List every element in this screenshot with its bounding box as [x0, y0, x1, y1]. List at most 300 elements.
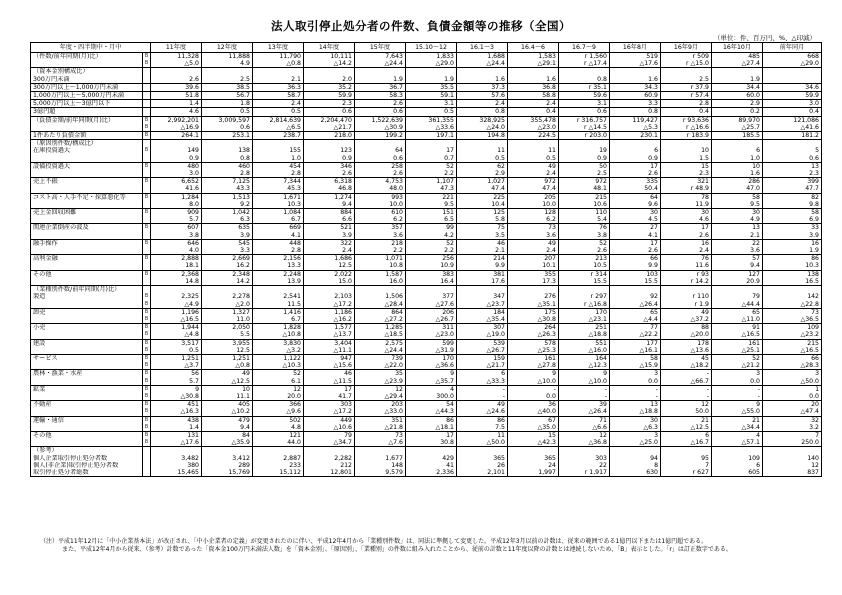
table-cell: 1,506 [355, 293, 406, 300]
table-cell: △27.2 [355, 316, 406, 324]
table-cell: 346 [304, 162, 355, 170]
row-label: 個人(非企業)取引停止処分者数 [31, 462, 143, 469]
table-cell: 1,944 [151, 324, 202, 332]
table-cell: 3.9 [202, 232, 253, 240]
table-cell: 0.0 [508, 393, 559, 401]
table-cell: 3.6 [508, 232, 559, 240]
table-cell: 2.4 [253, 100, 304, 108]
table-cell: 151 [406, 209, 457, 217]
table-cell: 214 [457, 255, 508, 263]
table-cell: 148 [355, 462, 406, 469]
table-cell: - [712, 385, 763, 393]
table-cell: 11.5 [253, 301, 304, 309]
row-label: 300万円未満 [31, 76, 143, 84]
table-cell: 36 [508, 401, 559, 409]
table-cell: 15.5 [610, 278, 661, 286]
table-cell: △26.3 [508, 331, 559, 339]
table-cell: 2.4 [508, 247, 559, 255]
table-row [31, 162, 822, 170]
table-row [31, 116, 822, 124]
table-cell [457, 447, 508, 455]
table-cell: 64 [610, 193, 661, 201]
row-label [31, 439, 143, 447]
table-cell: 366 [253, 401, 304, 409]
table-cell: 0.4 [661, 108, 712, 116]
table-cell [712, 140, 763, 148]
table-cell: 1,084 [253, 209, 304, 217]
table-cell: 2.4 [508, 100, 559, 108]
table-cell: 9.8 [763, 201, 822, 209]
table-cell: 1,122 [253, 354, 304, 362]
table-cell: 1,688 [457, 53, 508, 61]
column-header: 15年度 [355, 43, 406, 53]
row-label: 高利金融 [31, 255, 143, 263]
table-cell: 0.7 [406, 155, 457, 163]
table-row [31, 178, 822, 186]
table-cell: 993 [355, 193, 406, 201]
table-cell: △55.0 [712, 408, 763, 416]
table-cell: 15.0 [304, 278, 355, 286]
break-marker: B [143, 60, 151, 68]
table-cell [763, 286, 822, 294]
break-marker: B [143, 162, 151, 170]
table-cell: △24.4 [457, 60, 508, 68]
table-cell: △17.6 [610, 60, 661, 68]
table-cell: r △16.6 [661, 124, 712, 132]
table-cell: △33.6 [406, 124, 457, 132]
table-cell: △50.0 [763, 378, 822, 386]
table-cell: 0.0 [763, 393, 822, 401]
row-label: 卸売 [31, 308, 143, 316]
table-cell: 30 [610, 416, 661, 424]
table-cell: 37.3 [457, 83, 508, 91]
table-cell: 9.9 [457, 262, 508, 270]
table-cell: 46 [457, 239, 508, 247]
table-cell: 11.0 [202, 316, 253, 324]
table-cell: 539 [457, 339, 508, 347]
table-cell: 11.9 [661, 201, 712, 209]
break-marker: B [143, 408, 151, 416]
table-cell: 60.9 [610, 92, 661, 100]
table-cell: 21 [661, 416, 712, 424]
table-cell: 138 [202, 147, 253, 154]
column-header: 16年9月 [661, 43, 712, 53]
table-cell [457, 140, 508, 148]
table-cell [355, 447, 406, 455]
table-cell: △15.6 [304, 362, 355, 370]
table-cell: △44.3 [406, 408, 457, 416]
row-label: 売上金回収困難 [31, 209, 143, 217]
table-cell: 2.3 [763, 170, 822, 178]
table-cell: r 297 [559, 293, 610, 300]
table-cell: - [661, 393, 712, 401]
table-cell: 84 [202, 431, 253, 439]
table-cell: 47.3 [406, 185, 457, 193]
table-cell: 5.8 [457, 216, 508, 224]
table-cell [610, 68, 661, 76]
table-cell: 864 [355, 308, 406, 316]
table-cell: 6,318 [304, 178, 355, 186]
table-cell: r △16.8 [559, 301, 610, 309]
table-row [31, 286, 822, 294]
table-cell: △18.2 [661, 362, 712, 370]
table-cell: 0.5 [151, 347, 202, 355]
table-cell: 399 [763, 178, 822, 186]
break-marker: B [143, 331, 151, 339]
table-cell: 3 [610, 370, 661, 378]
table-cell: 67 [508, 416, 559, 424]
table-cell: △19.0 [457, 331, 508, 339]
table-cell: 36.7 [355, 83, 406, 91]
row-label: 1,000万円以上～5,000万円未満 [31, 92, 143, 100]
table-cell: 460 [202, 162, 253, 170]
table-cell: 479 [202, 416, 253, 424]
table-cell: 89,970 [712, 116, 763, 124]
table-cell: 1.6 [712, 170, 763, 178]
table-row [31, 455, 822, 462]
table-cell: 161 [508, 354, 559, 362]
table-cell: 7,643 [355, 53, 406, 61]
table-cell: 9.5 [712, 201, 763, 209]
table-cell [559, 68, 610, 76]
table-cell: 2.1 [712, 232, 763, 240]
column-header: 13年度 [253, 43, 304, 53]
table-cell [763, 76, 822, 84]
table-cell: 17 [406, 147, 457, 154]
table-cell: △3.2 [253, 347, 304, 355]
table-row [31, 278, 822, 286]
table-cell: 2,248 [253, 270, 304, 278]
table-cell: 66 [610, 255, 661, 263]
table-cell: 58.7 [253, 92, 304, 100]
table-cell [661, 286, 712, 294]
row-label [31, 201, 143, 209]
table-cell: 207 [508, 255, 559, 263]
table-cell: 230.1 [610, 132, 661, 140]
table-cell: 41.6 [151, 185, 202, 193]
table-cell [508, 140, 559, 148]
break-marker: B [143, 209, 151, 217]
table-cell: - [661, 370, 712, 378]
table-cell: 0.6 [202, 124, 253, 132]
table-cell: △23.7 [457, 301, 508, 309]
break-marker: B [143, 308, 151, 316]
table-cell: △29.1 [508, 60, 559, 68]
table-cell: r 14.2 [661, 278, 712, 286]
row-label: 融手操作 [31, 239, 143, 247]
table-cell: 21 [712, 416, 763, 424]
table-cell: △23.0 [406, 331, 457, 339]
table-cell: △6.6 [559, 424, 610, 432]
table-cell: 6.6 [304, 216, 355, 224]
table-cell: 2.0 [304, 76, 355, 84]
table-cell: 50.0 [661, 408, 712, 416]
table-row [31, 447, 822, 455]
break-marker [143, 68, 151, 76]
table-cell: 78 [661, 193, 712, 201]
table-cell: 12 [355, 385, 406, 393]
table-cell: 6 [610, 147, 661, 154]
table-cell: 335 [610, 178, 661, 186]
table-cell: 972 [559, 178, 610, 186]
table-row [31, 140, 822, 148]
table-cell [355, 140, 406, 148]
table-cell: 321 [661, 178, 712, 186]
table-cell: △21.2 [712, 362, 763, 370]
table-cell [253, 140, 304, 148]
table-cell: 88 [661, 324, 712, 332]
table-row [31, 401, 822, 409]
table-cell: 15,112 [253, 469, 304, 477]
table-cell: 2,348 [202, 270, 253, 278]
table-cell [406, 447, 457, 455]
table-cell: 3.6 [355, 232, 406, 240]
table-cell: 328,925 [457, 116, 508, 124]
table-cell: 125 [457, 209, 508, 217]
table-cell: 2.2 [406, 247, 457, 255]
table-cell [763, 447, 822, 455]
table-cell: 10.3 [763, 262, 822, 270]
table-cell: 1,997 [508, 469, 559, 477]
row-label: 取引停止処分者総数 [31, 469, 143, 477]
table-cell: - [508, 385, 559, 393]
table-cell: 24 [508, 462, 559, 469]
table-cell: 9.2 [202, 201, 253, 209]
table-cell: 10 [202, 385, 253, 393]
table-cell: 213 [559, 255, 610, 263]
table-cell: 6.9 [763, 216, 822, 224]
table-cell: 2.9 [457, 170, 508, 178]
table-cell: 307 [457, 324, 508, 332]
table-cell: 52 [406, 162, 457, 170]
break-marker [143, 92, 151, 100]
table-cell [202, 447, 253, 455]
table-cell: △36.5 [763, 316, 822, 324]
table-cell: 6.7 [253, 216, 304, 224]
table-cell: △10.0 [559, 378, 610, 386]
footnote-line-2: また、平成12年4月から従来、（参考）計数であった「資本金100万円未満法人数」を「資本金別」、「原因別」、「業種別」の件数に組み入れたことから、従前の計数と11年度以降の計数とは連続しないため、「B」表示とした。「r」は訂正数字である。 [62, 546, 732, 553]
table-cell: 909 [151, 209, 202, 217]
table-cell: 2.8 [253, 170, 304, 178]
break-marker: B [143, 439, 151, 447]
table-cell: 10.0 [355, 201, 406, 209]
table-cell: 128 [508, 209, 559, 217]
table-cell: 86 [763, 255, 822, 263]
table-cell: 605 [712, 469, 763, 477]
table-cell: 46 [304, 370, 355, 378]
table-cell: 58 [763, 209, 822, 217]
table-cell: 16 [661, 239, 712, 247]
table-cell: 485 [712, 53, 763, 61]
table-cell: 3,009,597 [202, 116, 253, 124]
table-cell: △50.0 [457, 439, 508, 447]
table-cell: 57 [712, 255, 763, 263]
table-cell: 4.5 [610, 216, 661, 224]
table-cell: 1,251 [151, 354, 202, 362]
row-label: 運輸・通信 [31, 416, 143, 424]
table-cell: 1.4 [151, 424, 202, 432]
table-cell: 351 [355, 416, 406, 424]
table-cell: 669 [253, 224, 304, 232]
table-cell: 2,814,639 [253, 116, 304, 124]
table-cell: △30.8 [151, 393, 202, 401]
table-row [31, 147, 822, 154]
table-cell: 12 [253, 385, 304, 393]
row-label [31, 393, 143, 401]
break-marker: B [143, 178, 151, 186]
table-cell: 2.2 [355, 247, 406, 255]
table-row [31, 385, 822, 393]
table-cell: △17.2 [304, 301, 355, 309]
table-cell: 59.6 [559, 92, 610, 100]
table-cell: △40.0 [508, 408, 559, 416]
table-cell: 6.3 [202, 216, 253, 224]
table-cell: △9.6 [253, 408, 304, 416]
table-cell: 2,101 [457, 469, 508, 477]
table-cell: △24.6 [457, 408, 508, 416]
table-cell: 58.3 [355, 92, 406, 100]
unit-note: （単位：件、百万円、%、△印減） [713, 34, 816, 42]
break-marker: B [143, 316, 151, 324]
table-cell: 11.6 [661, 262, 712, 270]
table-cell: - [457, 393, 508, 401]
row-label: その他 [31, 270, 143, 278]
table-cell: 6.7 [253, 316, 304, 324]
table-cell [559, 286, 610, 294]
table-cell: 1,677 [355, 455, 406, 462]
table-cell: 2,541 [253, 293, 304, 300]
table-cell: 15.5 [559, 278, 610, 286]
table-cell: 599 [406, 339, 457, 347]
table-cell: 361,355 [406, 116, 457, 124]
table-cell: △37.2 [661, 316, 712, 324]
table-cell: 253.1 [202, 132, 253, 140]
table-cell: 17 [304, 385, 355, 393]
table-cell: △16.2 [304, 316, 355, 324]
table-cell: 3.1 [559, 100, 610, 108]
table-cell: 238.7 [253, 132, 304, 140]
table-cell: 545 [202, 239, 253, 247]
table-cell: 181.2 [763, 132, 822, 140]
table-cell: △31.9 [406, 347, 457, 355]
table-cell: 3.8 [559, 232, 610, 240]
table-cell: 233 [253, 462, 304, 469]
statistics-table [30, 42, 822, 477]
table-row [31, 53, 822, 61]
table-cell: 39 [559, 401, 610, 409]
table-cell: 3.3 [610, 100, 661, 108]
table-cell: △16.5 [151, 316, 202, 324]
table-cell: 1,027 [457, 178, 508, 186]
table-cell: 8 [610, 462, 661, 469]
column-header: 前年同月 [763, 43, 822, 53]
row-label [31, 278, 143, 286]
table-row [31, 239, 822, 247]
table-cell [202, 286, 253, 294]
table-cell: 2.4 [304, 247, 355, 255]
table-cell: 2,103 [304, 293, 355, 300]
table-cell: 59.1 [406, 92, 457, 100]
table-cell: 51.8 [151, 92, 202, 100]
table-cell: 303 [304, 401, 355, 409]
table-cell: △5.3 [610, 124, 661, 132]
table-cell: 10.5 [559, 262, 610, 270]
column-header: 16年10月 [712, 43, 763, 53]
break-marker: B [143, 385, 151, 393]
table-cell: 95 [661, 455, 712, 462]
table-cell: 58.8 [508, 92, 559, 100]
table-cell: 86 [457, 416, 508, 424]
table-cell: △11.1 [304, 347, 355, 355]
table-cell: 2.2 [406, 170, 457, 178]
table-cell: 1.8 [202, 100, 253, 108]
row-label: 関連企業倒産の波及 [31, 224, 143, 232]
table-cell: 16.2 [202, 262, 253, 270]
table-cell: 10 [661, 147, 712, 154]
table-cell: 48.0 [355, 185, 406, 193]
table-row [31, 100, 822, 108]
table-row [31, 124, 822, 132]
table-cell: △66.7 [661, 378, 712, 386]
table-cell: 218 [355, 239, 406, 247]
table-cell: 519 [610, 53, 661, 61]
table-cell: 2.1 [253, 76, 304, 84]
table-cell: 5.7 [151, 378, 202, 386]
table-cell: 1.0 [712, 155, 763, 163]
table-cell: r 627 [661, 469, 712, 477]
break-marker: B [143, 53, 151, 61]
break-marker [143, 140, 151, 148]
table-cell: △7.6 [355, 439, 406, 447]
table-cell: 35.5 [406, 83, 457, 91]
table-cell: 35 [355, 370, 406, 378]
table-cell: △23.1 [559, 316, 610, 324]
table-row [31, 270, 822, 278]
table-cell: r 316,757 [559, 116, 610, 124]
table-cell: 13.9 [253, 278, 304, 286]
table-cell: 38.5 [202, 83, 253, 91]
table-cell: 184 [457, 308, 508, 316]
table-cell [457, 286, 508, 294]
table-cell: r 1,560 [559, 53, 610, 61]
table-cell [202, 68, 253, 76]
table-cell: △5.0 [151, 60, 202, 68]
table-cell: r 110 [661, 293, 712, 300]
table-cell: △22.8 [763, 301, 822, 309]
table-cell: 2.3 [661, 170, 712, 178]
table-row [31, 232, 822, 240]
table-cell: 1,107 [406, 178, 457, 186]
table-cell: 3.2 [763, 424, 822, 432]
table-cell: - [610, 385, 661, 393]
column-header: 12年度 [202, 43, 253, 53]
table-cell: 13.3 [253, 262, 304, 270]
table-cell: 71 [559, 416, 610, 424]
table-cell: - [661, 385, 712, 393]
table-row [31, 92, 822, 100]
table-cell: 264 [508, 324, 559, 332]
table-row [31, 469, 822, 477]
break-marker: B [143, 354, 151, 362]
break-marker [143, 447, 151, 455]
table-cell: 30 [610, 209, 661, 217]
row-label: 5,000万円以上～3億円以下 [31, 100, 143, 108]
break-marker: B [143, 370, 151, 378]
row-label: 1件あたり負債金額 [31, 132, 143, 140]
table-cell: 9 [712, 401, 763, 409]
table-cell: △6.3 [610, 424, 661, 432]
table-row [31, 416, 822, 424]
